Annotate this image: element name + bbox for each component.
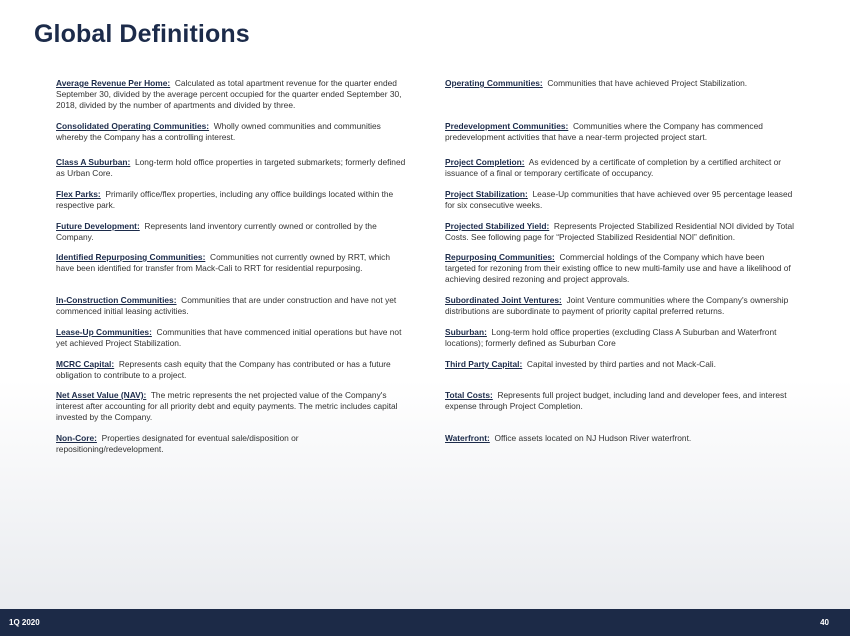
definition-term: Identified Repurposing Communities: (56, 252, 206, 262)
definition-item (445, 327, 795, 349)
definition-term: Predevelopment Communities: (445, 121, 569, 131)
definition-item (56, 390, 406, 424)
definition-text: Office assets located on NJ Hudson River waterfront. (494, 433, 692, 443)
definition-term: Repurposing Communities: (445, 252, 555, 262)
definition-text: Wholly owned communities and communities whereby the Company has a controlling interest. (56, 121, 381, 143)
definition-text: The metric represents the net projected value of the Company's interest after accounting for all priority debt and equity payments. The metric includes capital invested by the Company. (56, 390, 398, 423)
definition-term: Suburban: (445, 327, 487, 337)
definition-term: Average Revenue Per Home: (56, 78, 171, 88)
definition-term: Waterfront: (445, 433, 490, 443)
definition-term: Future Development: (56, 221, 140, 231)
definition-item (445, 252, 795, 286)
definition-term: Projected Stabilized Yield: (445, 221, 550, 231)
definition-item (56, 327, 406, 349)
definition-text: Commercial holdings of the Company which have been targeted for rezoning from their existing office to new multi-family use and have a likelihood of achieving desired rezoning and project approvals. (445, 252, 791, 285)
definition-term: Class A Suburban: (56, 157, 131, 167)
definition-item (56, 295, 406, 317)
definition-text: Long-term hold office properties in targeted submarkets; formerly defined as Urban Core. (56, 157, 406, 179)
definition-item (56, 433, 406, 455)
definition-term: Project Stabilization: (445, 189, 528, 199)
definition-item (445, 359, 795, 370)
definition-item (56, 121, 406, 143)
definition-text: As evidenced by a certificate of completion by a certified architect or issuance of a final or temporary certificate of occupancy. (445, 157, 782, 179)
definition-term: In-Construction Communities: (56, 295, 177, 305)
definition-text: Represents full project budget, including land and developer fees, and interest expense through Project Completion. (445, 390, 787, 412)
definition-term: Project Completion: (445, 157, 525, 167)
definition-item (445, 189, 795, 211)
definition-text: Properties designated for eventual sale/disposition or repositioning/redevelopment. (56, 433, 299, 455)
definition-text: Represents cash equity that the Company has contributed or has a future obligation to contribute to a project. (56, 359, 391, 381)
definition-text: Joint Venture communities where the Company's ownership distributions are subordinate to payment of priority capital preferred returns. (445, 295, 789, 317)
footer-period: 1Q 2020 (9, 618, 40, 627)
definition-text: Lease-Up communities that have achieved over 95 percentage leased for six consecutive weeks. (445, 189, 793, 211)
definition-text: Capital invested by third parties and not Mack-Cali. (526, 359, 716, 369)
definition-term: Net Asset Value (NAV): (56, 390, 147, 400)
definition-item (56, 221, 406, 243)
definition-term: Flex Parks: (56, 189, 101, 199)
definition-item (445, 157, 795, 179)
definition-item (445, 121, 795, 143)
definition-term: Operating Communities: (445, 78, 543, 88)
definition-item (56, 189, 406, 211)
definition-text: Long-term hold office properties (excluding Class A Suburban and Waterfront locations); formerly defined as Suburban Core (445, 327, 777, 349)
definition-text: Primarily office/flex properties, including any office buildings located within the respective park. (56, 189, 394, 211)
definition-term: Total Costs: (445, 390, 493, 400)
definition-text: Communities that have commenced initial operations but have not yet achieved Project Stabilization. (56, 327, 402, 349)
definition-term: Subordinated Joint Ventures: (445, 295, 562, 305)
definition-item (56, 252, 406, 274)
definition-item (445, 221, 795, 243)
definition-text: Communities that have achieved Project Stabilization. (547, 78, 748, 88)
definition-text: Communities not currently owned by RRT, which have been identified for transfer from Mack-Cali to RRT for residential repurposing. (56, 252, 390, 274)
definition-term: Third Party Capital: (445, 359, 523, 369)
definition-item (56, 157, 406, 179)
definition-text: Communities where the Company has commenced predevelopment activities that have a near-term projected project start. (445, 121, 763, 143)
definition-text: Represents Projected Stabilized Residential NOI divided by Total Costs. See following page for “Projected Stabilized Residential NOI” definition. (445, 221, 794, 243)
definition-term: Lease-Up Communities: (56, 327, 152, 337)
definition-item (445, 390, 795, 412)
definition-item (445, 78, 795, 89)
definition-text: Communities that are under construction and have not yet commenced initial leasing activities. (56, 295, 397, 317)
definition-text: Represents land inventory currently owned or controlled by the Company. (56, 221, 377, 243)
page-number: 40 (820, 618, 829, 627)
definition-term: MCRC Capital: (56, 359, 115, 369)
definition-item (445, 295, 795, 317)
definition-term: Consolidated Operating Communities: (56, 121, 210, 131)
footer-bar (0, 609, 850, 636)
definition-term: Non-Core: (56, 433, 97, 443)
page-title: Global Definitions (34, 20, 250, 48)
definition-text: Calculated as total apartment revenue for the quarter ended September 30, divided by the average percent occupied for the quarter ended September 30, 2018, divided by the number of apartments and divided by three. (56, 78, 402, 111)
definition-item (56, 78, 406, 112)
definition-item (445, 433, 795, 444)
definition-item (56, 359, 406, 381)
